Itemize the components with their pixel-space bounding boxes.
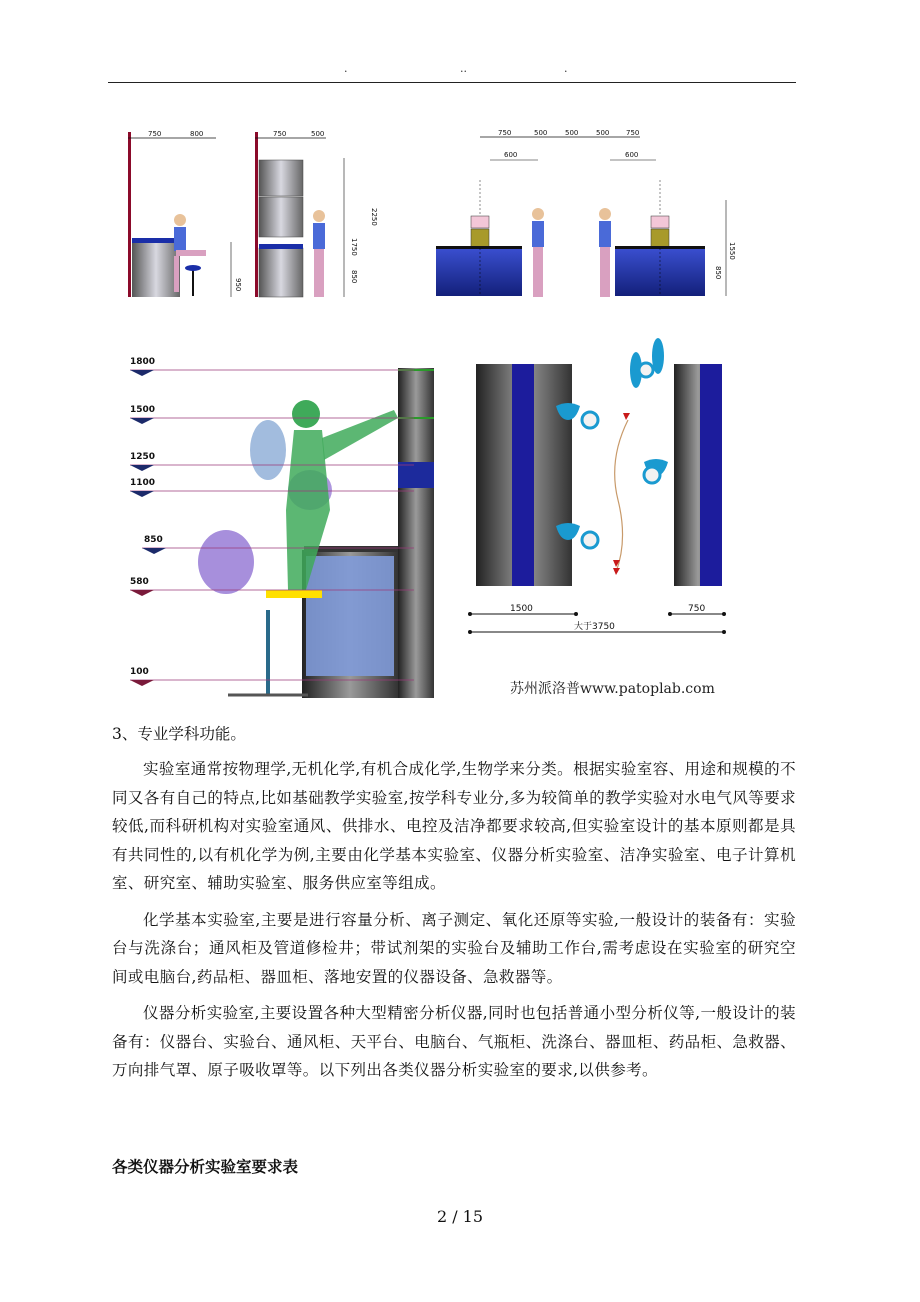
dim-label: 大于3750 <box>574 622 615 632</box>
header-rule <box>108 82 796 83</box>
reach-height-diagram <box>130 357 434 698</box>
dim-label: 1500 <box>510 604 533 614</box>
lab-ergonomics-figure <box>118 120 758 710</box>
dim-label: 750 <box>148 130 162 138</box>
plan-view-diagram <box>468 338 726 697</box>
level-label: 1250 <box>130 452 156 462</box>
paragraph: 仪器分析实验室,主要设置各种大型精密分析仪器,同时也包括普通小型分析仪等,一般设计的装备有：仪器台、实验台、通风柜、天平台、电脑台、气瓶柜、洗涤台、器皿柜、药品柜、急救器、万向排气罩、原子吸收罩等。以下列出各类仪器分析实验室的要求,以供参考。 <box>112 1004 796 1079</box>
dim-label: 500 <box>311 130 325 138</box>
level-label: 1800 <box>130 357 156 367</box>
header-dot: . <box>564 62 568 75</box>
dim-label: 500 <box>596 129 610 137</box>
level-label: 1500 <box>130 405 156 415</box>
header-marks <box>108 62 796 78</box>
table-title: 各类仪器分析实验室要求表 <box>112 1157 299 1176</box>
level-label: 1100 <box>130 478 156 488</box>
paragraph: 实验室通常按物理学,无机化学,有机合成化学,生物学来分类。根据实验室容、用途和规模的不同又各有自己的特点,比如基础教学实验室,按学科专业分,多为较简单的教学实验对水电气风等要求较低,而科研机构对实验室通风、供排水、电控及洁净都要求较高,但实验室设计的基本原则都是具有共同性的,以有机化学为例,主要由化学基本实验室、仪器分析实验室、洁净实验室、电子计算机室、研究室、辅助实验室、服务供应室等组成。 <box>112 760 796 892</box>
dim-label: 500 <box>534 129 548 137</box>
paragraph: 化学基本实验室,主要是进行容量分析、离子测定、氧化还原等实验,一般设计的装备有：实验台与洗涤台；通风柜及管道修检井；带试剂架的实验台及辅助工作台,需考虑设在实验室的研究空间或电脑台,药品柜、器皿柜、落地安置的仪器设备、急救器等。 <box>112 910 796 986</box>
level-label: 580 <box>130 577 149 587</box>
header-dot: . <box>344 62 348 75</box>
watermark-text: 苏州派洛普www.patoplab.com <box>510 681 715 697</box>
dim-label: 800 <box>190 130 204 138</box>
body-text <box>112 755 796 1085</box>
dim-label: 750 <box>626 129 640 137</box>
dim-label: 600 <box>504 151 518 159</box>
person-top-view <box>556 338 668 548</box>
header-dot: .. <box>460 62 467 75</box>
dim-label: 750 <box>688 604 706 614</box>
elevation-island-bench <box>436 129 736 297</box>
elevation-standing-cabinet <box>255 130 378 297</box>
level-label: 850 <box>144 535 163 545</box>
dim-label: 750 <box>273 130 287 138</box>
dim-label: 850 <box>350 270 358 284</box>
level-label: 100 <box>130 667 149 677</box>
dim-label: 500 <box>565 129 579 137</box>
figure-svg <box>118 120 758 710</box>
dim-label: 600 <box>625 151 639 159</box>
dim-label: 950 <box>234 278 242 292</box>
dim-label: 850 <box>714 266 722 280</box>
dim-label: 2250 <box>370 208 378 226</box>
section-heading: 3、专业学科功能。 <box>112 725 246 743</box>
page-number: 2 / 15 <box>436 1207 484 1226</box>
dim-label: 1750 <box>350 238 358 256</box>
dim-label: 750 <box>498 129 512 137</box>
elevation-seated <box>128 130 242 297</box>
dim-label: 1550 <box>728 242 736 260</box>
